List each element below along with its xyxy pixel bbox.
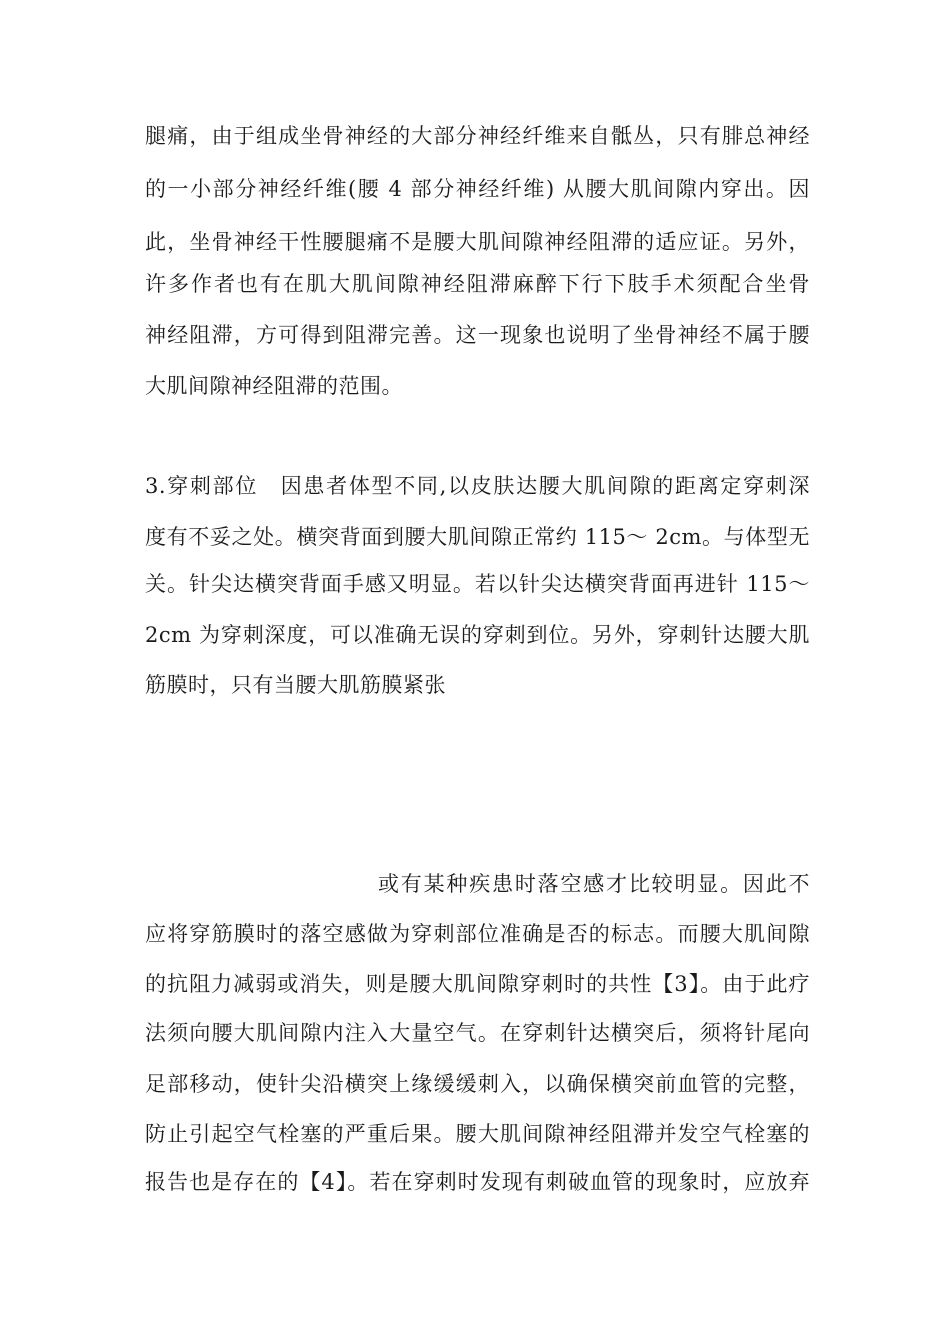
text-line: 的一小部分神经纤维(腰 4 部分神经纤维) 从腰大肌间隙内穿出。因 xyxy=(145,177,810,201)
text-line: 3.穿刺部位 因患者体型不同,以皮肤达腰大肌间隙的距离定穿刺深 xyxy=(145,474,810,498)
text-line: 防止引起空气栓塞的严重后果。腰大肌间隙神经阻滞并发空气栓塞的 xyxy=(145,1122,810,1146)
text-line: 足部移动，使针尖沿横突上缘缓缓刺入，以确保横突前血管的完整， xyxy=(145,1072,810,1096)
text-line: 法须向腰大肌间隙内注入大量空气。在穿刺针达横突后，须将针尾向 xyxy=(145,1021,810,1045)
text-line: 神经阻滞，方可得到阻滞完善。这一现象也说明了坐骨神经不属于腰 xyxy=(145,323,810,347)
text-line: 此，坐骨神经干性腰腿痛不是腰大肌间隙神经阻滞的适应证。另外， xyxy=(145,230,810,254)
text-line: 报告也是存在的【4】。若在穿刺时发现有刺破血管的现象时，应放弃 xyxy=(145,1170,810,1194)
text-line: 许多作者也有在肌大肌间隙神经阻滞麻醉下行下肢手术须配合坐骨 xyxy=(145,272,810,296)
text-line: 大肌间隙神经阻滞的范围。 xyxy=(145,374,403,398)
text-line: 度有不妥之处。横突背面到腰大肌间隙正常约 115～ 2cm。与体型无 xyxy=(145,525,810,549)
text-line: 筋膜时，只有当腰大肌筋膜紧张 xyxy=(145,673,446,697)
text-line: 关。针尖达横突背面手感又明显。若以针尖达横突背面再进针 115～ xyxy=(145,572,810,596)
text-line: 的抗阻力减弱或消失，则是腰大肌间隙穿刺时的共性【3】。由于此疗 xyxy=(145,972,810,996)
text-line: 2cm 为穿刺深度，可以准确无误的穿刺到位。另外，穿刺针达腰大肌 xyxy=(145,623,810,647)
text-line: 应将穿筋膜时的落空感做为穿刺部位准确是否的标志。而腰大肌间隙 xyxy=(145,922,810,946)
text-line: 或有某种疾患时落空感才比较明显。因此不 xyxy=(378,872,810,896)
text-line: 腿痛，由于组成坐骨神经的大部分神经纤维来自骶丛，只有腓总神经 xyxy=(145,124,810,148)
